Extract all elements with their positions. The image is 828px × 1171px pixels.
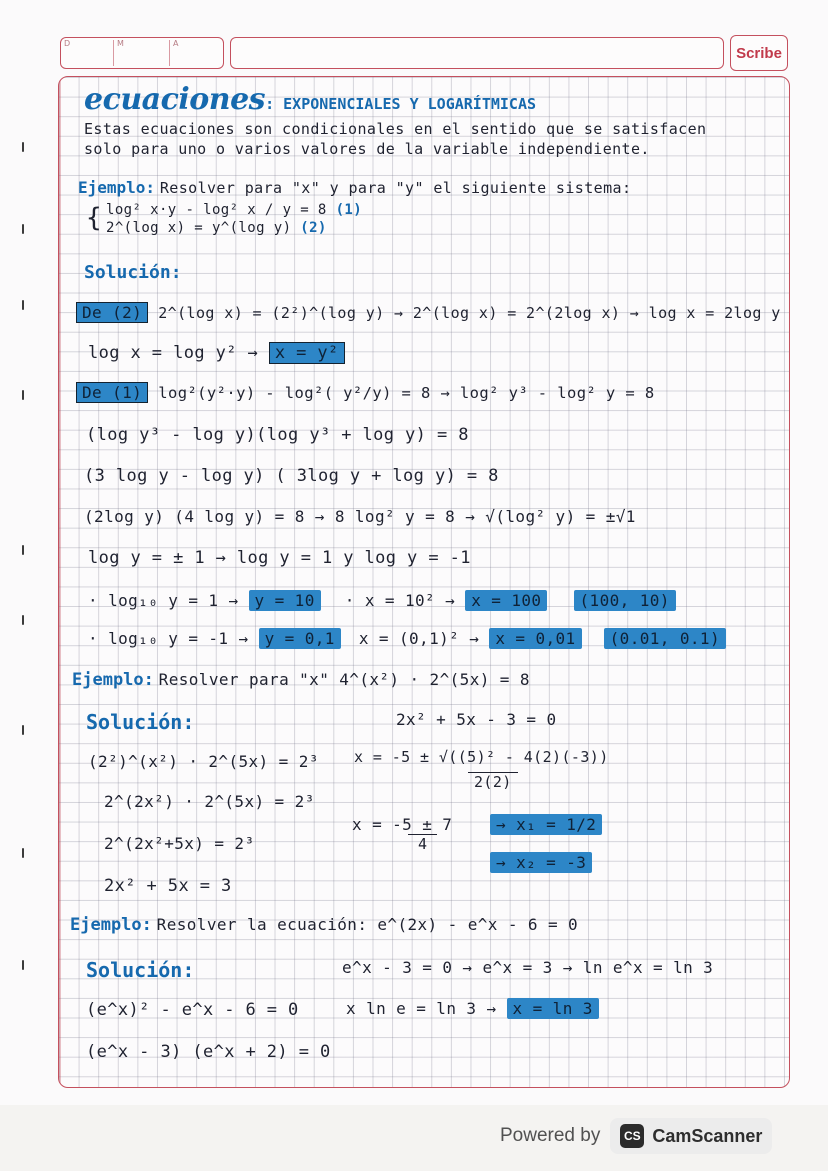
eq1-text: log² x·y - log² x / y = 8 bbox=[106, 202, 327, 218]
page-title bbox=[84, 82, 536, 117]
tag-de2: De (2) bbox=[76, 302, 148, 323]
example1-heading bbox=[78, 178, 631, 197]
example3-lead: Ejemplo: bbox=[70, 915, 152, 935]
example1-lead: Ejemplo: bbox=[78, 178, 156, 197]
ex2-r2: x = -5 ± √((5)² - 4(2)(-3)) bbox=[354, 748, 609, 766]
date-divider bbox=[113, 40, 114, 66]
highlight-y10: y = 10 bbox=[249, 590, 321, 611]
date-month-label: M bbox=[117, 39, 124, 48]
scribe-logo: Scribe bbox=[730, 35, 788, 71]
date-year-label: A bbox=[173, 39, 179, 48]
highlight-x-ln3: x = ln 3 bbox=[507, 998, 599, 1019]
ex2-r2-den: 2(2) bbox=[468, 772, 518, 791]
ex2-l2: 2^(2x²) · 2^(5x) = 2³ bbox=[104, 792, 315, 811]
example2-prompt: Resolver para "x" 4^(x²) · 2^(5x) = 8 bbox=[158, 670, 530, 689]
example1-prompt: Resolver para "x" y para "y" el siguiente sistema: bbox=[159, 179, 632, 197]
step-de2-text: 2^(log x) = (2²)^(log y) → 2^(log x) = 2^(2log x) → log x = 2log y bbox=[158, 304, 781, 322]
highlight-x1: → x₁ = 1/2 bbox=[490, 814, 602, 835]
eq2-text: 2^(log x) = y^(log y) bbox=[106, 220, 292, 236]
ex2-r1: 2x² + 5x - 3 = 0 bbox=[396, 710, 557, 729]
ex2-l1: (2²)^(x²) · 2^(5x) = 2³ bbox=[88, 752, 319, 771]
example2-heading bbox=[72, 670, 530, 690]
binder-mark bbox=[22, 224, 24, 234]
eq1-ref: (1) bbox=[335, 202, 363, 218]
example2-lead: Ejemplo: bbox=[72, 670, 154, 690]
powered-by-label: Powered by bbox=[500, 1125, 601, 1146]
binder-mark bbox=[22, 545, 24, 555]
title-sub: : EXPONENCIALES Y LOGARÍTMICAS bbox=[265, 95, 537, 113]
solution-label: Solución: bbox=[84, 262, 182, 283]
highlight-solution-2: (0.01, 0.1) bbox=[604, 628, 726, 649]
camscanner-footer bbox=[500, 1112, 810, 1160]
intro-line: solo para uno o varios valores de la variable independiente. bbox=[84, 140, 650, 158]
binder-mark bbox=[22, 848, 24, 858]
date-divider bbox=[169, 40, 170, 66]
example3-heading bbox=[70, 915, 578, 935]
highlight-x100: x = 100 bbox=[465, 590, 547, 611]
highlight-x-eq-y2: x = y² bbox=[269, 342, 345, 364]
margin-line bbox=[59, 77, 61, 1087]
intro-line: Estas ecuaciones son condicionales en el sentido que se satisfacen bbox=[84, 120, 707, 138]
step-de2 bbox=[76, 302, 781, 323]
binder-mark bbox=[22, 142, 24, 152]
ex2-r3: x = -5 ± 7 bbox=[352, 815, 453, 834]
case-1 bbox=[88, 590, 676, 611]
highlight-x2: → x₂ = -3 bbox=[490, 852, 592, 873]
example3-prompt: Resolver la ecuación: e^(2x) - e^x - 6 = 0 bbox=[156, 915, 579, 934]
ex2-l4: 2x² + 5x = 3 bbox=[104, 876, 232, 896]
ex3-l1: (e^x)² - e^x - 6 = 0 bbox=[86, 1000, 299, 1020]
date-day-label: D bbox=[64, 39, 71, 48]
binder-mark bbox=[22, 725, 24, 735]
title-box bbox=[230, 37, 724, 69]
example3-solution-label: Solución: bbox=[86, 958, 195, 982]
tag-de1: De (1) bbox=[76, 382, 148, 403]
highlight-x001: x = 0,01 bbox=[489, 628, 581, 649]
eq2-ref: (2) bbox=[300, 220, 327, 236]
title-main: ecuaciones bbox=[84, 82, 266, 117]
camscanner-icon: CS bbox=[620, 1124, 644, 1148]
step-logx bbox=[88, 342, 345, 364]
system-eq2 bbox=[106, 220, 327, 236]
example2-solution-label: Solución: bbox=[86, 710, 195, 734]
case2-text: · log₁₀ y = -1 → bbox=[88, 629, 249, 648]
binder-mark bbox=[22, 960, 24, 970]
binder-mark bbox=[22, 615, 24, 625]
case1-mid: · x = 10² → bbox=[344, 591, 456, 610]
ex3-r2-text: x ln e = ln 3 → bbox=[346, 999, 497, 1018]
ex2-x2 bbox=[490, 852, 592, 873]
case-2 bbox=[88, 628, 726, 649]
system-eq1 bbox=[106, 202, 362, 218]
ex3-l2: (e^x - 3) (e^x + 2) = 0 bbox=[86, 1042, 331, 1062]
step-logx-text: log x = log y² → bbox=[88, 343, 259, 363]
ex2-r3-den: 4 bbox=[408, 834, 437, 853]
step-d: log y = ± 1 → log y = 1 y log y = -1 bbox=[88, 548, 471, 568]
camscanner-badge bbox=[610, 1118, 772, 1154]
case2-mid: x = (0,1)² → bbox=[358, 629, 480, 648]
system-brace: { bbox=[86, 203, 103, 233]
step-de1-text: log²(y²·y) - log²( y²/y) = 8 → log² y³ - log² y = 8 bbox=[158, 384, 655, 402]
step-c: (2log y) (4 log y) = 8 → 8 log² y = 8 → √(log² y) = ±√1 bbox=[84, 507, 636, 526]
ex3-r1: e^x - 3 = 0 → e^x = 3 → ln e^x = ln 3 bbox=[342, 958, 714, 977]
step-b: (3 log y - log y) ( 3log y + log y) = 8 bbox=[84, 466, 499, 486]
step-a: (log y³ - log y)(log y³ + log y) = 8 bbox=[86, 425, 469, 445]
date-box bbox=[60, 37, 224, 69]
case1-text: · log₁₀ y = 1 → bbox=[88, 591, 239, 610]
ex2-x1 bbox=[490, 814, 602, 835]
highlight-solution-1: (100, 10) bbox=[574, 590, 676, 611]
highlight-y01: y = 0,1 bbox=[259, 628, 341, 649]
ex3-r2 bbox=[346, 998, 599, 1019]
binder-mark bbox=[22, 300, 24, 310]
binder-mark bbox=[22, 390, 24, 400]
step-de1 bbox=[76, 382, 655, 403]
camscanner-brand: CamScanner bbox=[652, 1125, 763, 1146]
ex2-l3: 2^(2x²+5x) = 2³ bbox=[104, 834, 255, 853]
